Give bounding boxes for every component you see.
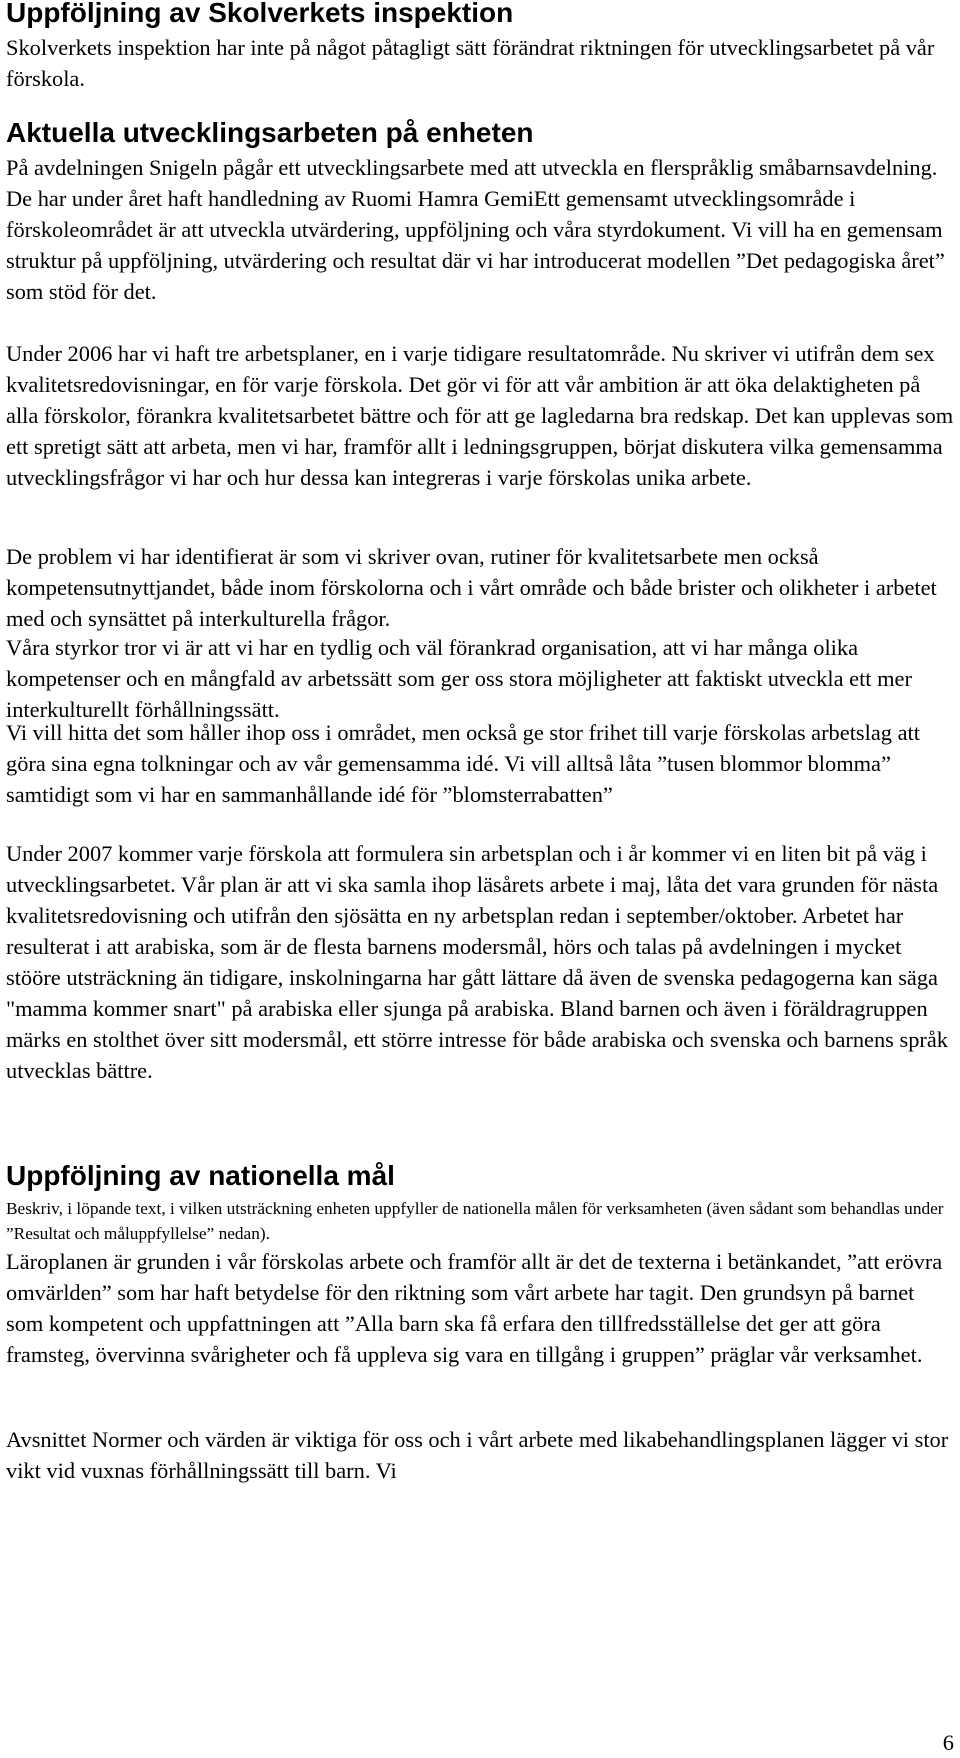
paragraph-problem: De problem vi har identifierat är som vi skriver ovan, rutiner för kvalitetsarbete men också kompetensutnyttjandet, både inom förskolorna och i vårt område och både brister och olikheter i arbetet med och synsättet på interkulturella frågor. (6, 544, 937, 631)
paragraph-styrkor: Våra styrkor tror vi är att vi har en tydlig och väl förankrad organisation, att vi har många olika kompetenser och en mångfald av arbetssätt som ger oss stora möjligheter att faktiskt utveckla ett mer interkulturellt förhållningssätt. (6, 635, 912, 722)
paragraph-normer: Avsnittet Normer och värden är viktiga för oss och i vårt arbete med likabehandlingsplanen lägger vi stor vikt vid vuxnas förhållningssätt till barn. Vi (6, 1427, 949, 1483)
paragraph-hitta: Vi vill hitta det som håller ihop oss i området, men också ge stor frihet till varje förskolas arbetslag att göra sina egna tolkningar och av vår gemensamma idé. Vi vill alltså låta ”tusen blommor blomma” samtidigt som vi har en sammanhållande idé för ”blomsterrabatten” (6, 720, 920, 807)
section-heading-nationella-mal: Uppföljning av nationella mål (6, 1160, 395, 1191)
paragraph-2007: Under 2007 kommer varje förskola att formulera sin arbetsplan och i år kommer vi en liten bit på väg i utvecklingsarbetet. Vår plan är att vi ska samla ihop läsårets arbete i maj, låta det vara grunden för nästa kvalitetsredovisning och utifrån den sjösätta en ny arbetsplan redan i september/oktober. Arbetet har resulterat i att arabiska, som är de flesta barnens modersmål, hörs och talas på avdelningen i mycket stööre utsträckning än tidigare, inskolningarna har gått lättare då även de svenska pedagogerna kan säga "mamma kommer snart" på arabiska eller sjunga på arabiska. Bland barnen och även i föräldragruppen märks en stolthet över sitt modersmål, ett större intresse för både arabiska och svenska och barnens språk utvecklas bättre. (6, 841, 948, 1083)
instruction-text: Beskriv, i löpande text, i vilken utsträckning enheten uppfyller de nationella målen för verksamheten (även sådant som behandlas under ”Resultat och måluppfyllelse” nedan). (6, 1199, 944, 1243)
section-heading-skolverket: Uppföljning av Skolverkets inspektion (6, 0, 514, 28)
paragraph-laroplan: Läroplanen är grunden i vår förskolas arbete och framför allt är det de texterna i betänkandet, ”att erövra omvärlden” som har haft betydelse för den riktning som vårt arbete har tagit. Den grundsyn på barnet som kompetent och uppfattningen att ”Alla barn ska få erfara den tillfredsställelse det ger att göra framsteg, övervinna svårigheter och få uppleva sig vara en tillgång i gruppen” präglar vår verksamhet. (6, 1249, 943, 1367)
paragraph-skolverket: Skolverkets inspektion har inte på något påtagligt sätt förändrat riktningen för utvecklingsarbetet på vår förskola. (6, 35, 935, 91)
section-heading-utvecklingsarbeten: Aktuella utvecklingsarbeten på enheten (6, 117, 534, 148)
paragraph-arbetsplaner: Under 2006 har vi haft tre arbetsplaner, en i varje tidigare resultatområde. Nu skriver vi utifrån dem sex kvalitetsredovisningar, en för varje förskola. Det gör vi för att vår ambition är att öka delaktigheten på alla förskolor, förankra kvalitetsarbetet bättre och för att ge lagledarna bra redskap. Det kan upplevas som ett spretigt sätt att arbeta, men vi har, framför allt i ledningsgruppen, börjat diskutera vilka gemensamma utvecklingsfrågor vi har och hur dessa kan integreras i varje förskolas unika arbete. (6, 341, 954, 490)
page-number: 6 (942, 1730, 954, 1755)
paragraph-snigeln: På avdelningen Snigeln pågår ett utvecklingsarbete med att utveckla en flerspråklig småbarnsavdelning. De har under året haft handledning av Ruomi Hamra GemiEtt gemensamt utvecklingsområde i förskoleområdet är att utveckla utvärdering, uppföljning och våra styrdokument. Vi vill ha en gemensam struktur på uppföljning, utvärdering och resultat där vi har introducerat modellen ”Det pedagogiska året” som stöd för det. (6, 155, 945, 304)
